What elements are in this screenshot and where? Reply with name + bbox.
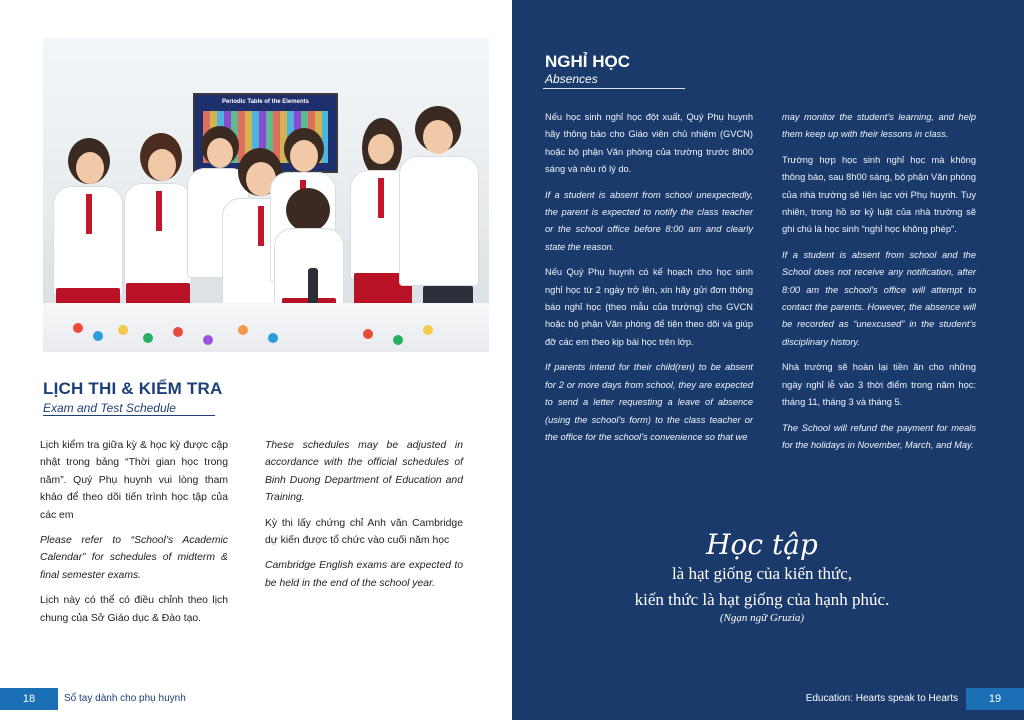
absences-paragraph: The School will refund the payment for meals for the holidays in November, March, and May.: [782, 422, 976, 450]
absences-paragraph: If parents intend for their child(ren) to be absent for 2 or more days from school, they are expected to send a letter requesting a leave of absence (using the school’s form) to the class teacher or the office for the school’s convenience so that we: [545, 362, 753, 442]
exam-section-title: LỊCH THI & KIỂM TRA: [43, 379, 223, 398]
exam-paragraph: Please refer to “School’s Academic Calendar” for schedules of midterm & final semester exams.: [40, 535, 228, 581]
quote-source: (Ngạn ngữ Gruzia): [719, 612, 805, 624]
exam-section-subtitle: Exam and Test Schedule: [43, 401, 176, 415]
exam-paragraph: Kỳ thi lấy chứng chỉ Anh văn Cambridge dự kiến được tổ chức vào cuối năm học: [265, 517, 463, 547]
page-number-left: 18: [0, 688, 58, 710]
absences-paragraph: Nhà trường sẽ hoàn lại tiền ăn cho những ngày nghỉ lễ vào 3 thời điểm trong năm học: tháng 11, tháng 3 và tháng 5.: [782, 362, 976, 408]
exam-column-2: [265, 437, 463, 600]
absences-paragraph: Nếu Quý Phụ huynh có kế hoạch cho học sinh nghỉ học từ 2 ngày trở lên, xin hãy gửi đơn thông báo nghỉ học (theo mẫu của trường) cho GVCN hoặc bộ phận Văn phòng để tiện theo dõi và giúp đỡ các em theo kịp bài học trên lớp.: [545, 267, 753, 347]
absences-paragraph: If a student is absent from school and the School does not receive any notification, after 8:00 am the school’s office will attempt to contact the parents. However, the absence will be recorded as “unexcused” in the student’s disciplinary history.: [782, 249, 976, 347]
absences-column-2: [782, 109, 976, 462]
quote-script-title: Học tập: [706, 528, 818, 561]
absences-title-rule: [543, 88, 685, 89]
exam-paragraph: These schedules may be adjusted in accordance with the official schedules of Binh Duong Department of Education and Training.: [265, 440, 463, 504]
footer-right-text: Education: Hearts speak to Hearts: [805, 693, 958, 704]
exam-paragraph: Lịch kiểm tra giữa kỳ & học kỳ được cập nhật trong bảng “Thời gian học trong năm”. Quý Phụ huynh vui lòng tham khảo để theo dõi tiến trình học tập của các em: [40, 440, 228, 521]
students-lab-photo: [43, 38, 489, 352]
quote-line-2: kiến thức là hạt giống của hạnh phúc.: [634, 590, 890, 609]
poster-title: Periodic Table of the Elements: [222, 99, 309, 105]
footer-left-text: Sổ tay dành cho phụ huynh: [64, 693, 186, 704]
absences-paragraph: Trường hợp học sinh nghỉ học mà không thông báo, sau 8h00 sáng, bộ phận Văn phòng của nhà trường sẽ liên lạc với Phụ huynh. Tuy nhiên, trong hồ sơ kỷ luật của nhà trường sẽ ghi chú là học sinh “nghỉ học không phép”.: [782, 154, 976, 235]
molecule-models: [63, 313, 483, 352]
quote-line-1: là hạt giống của kiến thức,: [671, 564, 853, 583]
absences-paragraph: If a student is absent from school unexpectedly, the parent is expected to notify the class teacher or the school office before 8:00 am and clearly state the reason.: [545, 189, 753, 252]
absences-section-title: NGHỈ HỌC: [545, 52, 630, 71]
absences-section-subtitle: Absences: [545, 72, 598, 86]
absences-column-1: [545, 109, 753, 454]
absences-paragraph: may monitor the student’s learning, and help them keep up with their lessons in class.: [782, 112, 976, 140]
page-number-right: 19: [966, 688, 1024, 710]
right-page: [512, 0, 1024, 720]
exam-paragraph: Lịch này có thể có điều chỉnh theo lịch chung của Sở Giáo dục & Đào tạo.: [40, 595, 228, 624]
absences-paragraph: Nếu học sinh nghỉ học đột xuất, Quý Phụ huynh hãy thông báo cho Giáo viên chủ nhiệm (GVCN) hoặc bộ phận Văn phòng của trường trước 8h00 sáng và nêu rõ lý do.: [545, 112, 753, 175]
exam-title-rule: [43, 415, 215, 416]
exam-column-1: [40, 437, 228, 635]
exam-paragraph: Cambridge English exams are expected to be held in the end of the school year.: [265, 560, 463, 589]
